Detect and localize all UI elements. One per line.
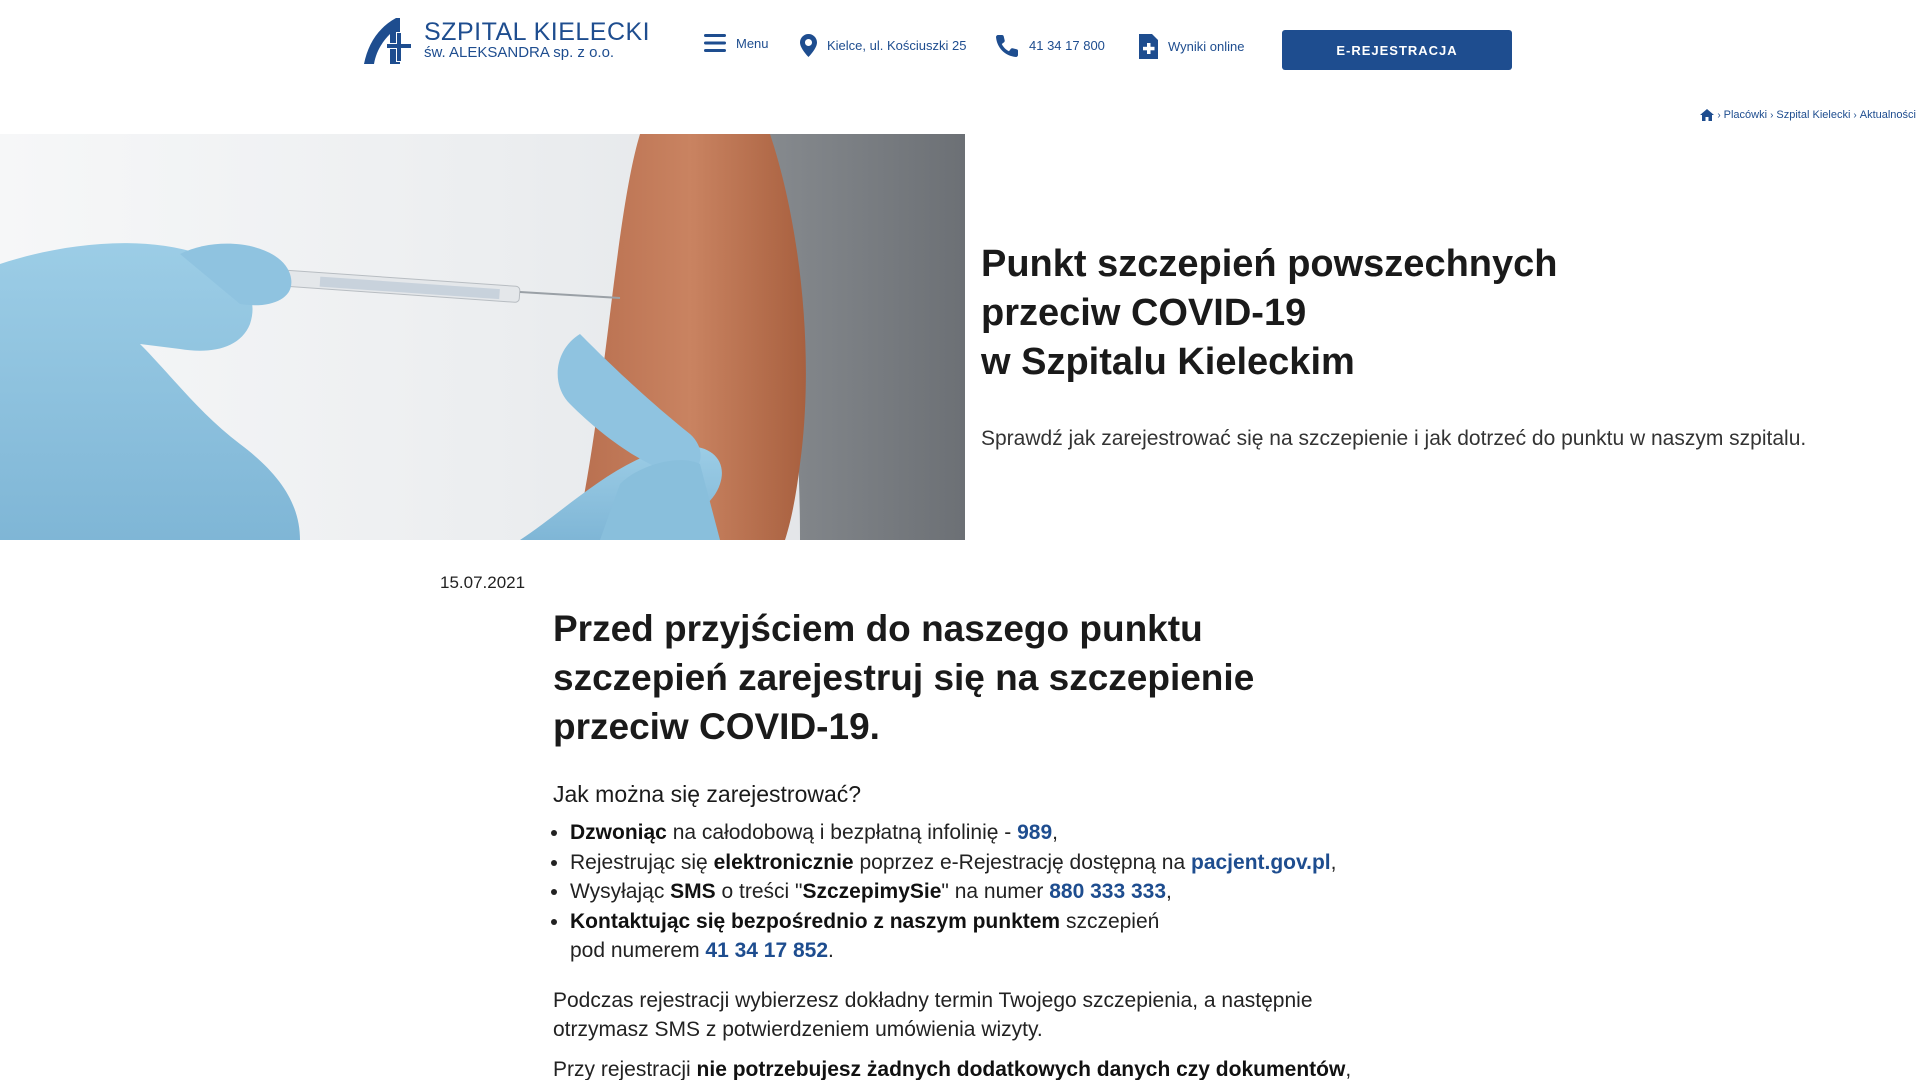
list-item-bold: SMS [670, 880, 716, 903]
list-item-text: o treści " [715, 880, 803, 903]
list-item-bold: Kontaktując się bezpośrednio z naszym punktem [570, 909, 1061, 933]
list-item-text: . [828, 939, 834, 962]
list-item-text: pod numerem [570, 939, 706, 962]
list-item-text: na całodobową i bezpłatną infolinię - [666, 821, 1018, 844]
hero-title-line: w Szpitalu Kieleckim [981, 341, 1355, 383]
phone-icon [996, 34, 1019, 57]
menu-button[interactable] [704, 34, 769, 52]
address-link[interactable] [800, 34, 966, 57]
hero-title [981, 240, 1881, 387]
article-heading-line: szczepień zarejestruj się na szczepienie [553, 657, 1255, 698]
article-body [553, 604, 1413, 1080]
logo-name: SZPITAL KIELECKI [424, 18, 651, 46]
article-heading-line: przeciw COVID-19. [553, 706, 880, 747]
article-heading [553, 604, 1413, 751]
phone-989-link[interactable]: 989 [1017, 821, 1053, 844]
list-item-text: , [1052, 821, 1058, 844]
registration-methods-list [553, 818, 1413, 966]
hamburger-icon [704, 34, 726, 52]
vaccination-point-phone-link[interactable]: 41 34 17 852 [705, 939, 829, 962]
list-item-text: " na numer [941, 880, 1050, 903]
medical-document-icon [1139, 34, 1158, 59]
sms-number-link[interactable]: 880 333 333 [1049, 880, 1167, 903]
list-item-text: szczepień [1060, 909, 1160, 933]
paragraph-line: Podczas rejestracji wybierzesz dokładny termin Twojego szczepienia, a następnie [553, 988, 1313, 1012]
breadcrumb-aktualnosci[interactable]: Aktualności [1859, 109, 1916, 121]
paragraph-text: Przy rejestracji [553, 1057, 697, 1080]
registration-paragraph [553, 986, 1413, 1044]
site-header [0, 0, 1920, 100]
hero-subtitle: Sprawdź jak zarejestrować się na szczepienie i jak dotrzeć do punktu w naszym szpitalu. [981, 427, 1807, 450]
breadcrumb [1700, 109, 1916, 121]
vaccination-illustration [0, 134, 965, 540]
paragraph-line: otrzymasz SMS z potwierdzeniem umówienia wizyty. [553, 1017, 1043, 1041]
list-item-text: Rejestrując się [570, 850, 714, 874]
home-icon[interactable] [1700, 109, 1714, 121]
map-pin-icon [800, 34, 817, 57]
list-item-bold: elektronicznie [713, 850, 854, 874]
list-item-text: Wysyłając [570, 880, 671, 903]
breadcrumb-placowki[interactable]: Placówki [1723, 109, 1768, 121]
chevron-right-icon: › [1717, 109, 1721, 121]
pacjent-gov-link[interactable]: pacjent.gov.pl [1191, 850, 1331, 874]
hospital-logo[interactable] [360, 14, 650, 66]
list-item-bold: SzczepimySie [802, 880, 942, 903]
paragraph-bold: nie potrzebujesz żadnych dodatkowych danych czy dokumentów [696, 1057, 1346, 1080]
documents-paragraph [553, 1055, 1413, 1080]
hero-image [0, 134, 965, 540]
list-item [570, 907, 1413, 966]
list-item-text: , [1330, 850, 1337, 874]
list-item-text: poprzez e-Rejestrację dostępną na [853, 850, 1191, 874]
paragraph-text: , [1345, 1057, 1352, 1080]
list-item-bold: Dzwoniąc [570, 821, 667, 844]
list-item-text: , [1166, 880, 1172, 903]
logo-subtitle: św. ALEKSANDRA sp. z o.o. [424, 44, 615, 62]
address-label: Kielce, ul. Kościuszki 25 [827, 38, 967, 53]
article-heading-line: Przed przyjściem do naszego punktu [553, 608, 1203, 649]
article-date: 15.07.2021 [440, 573, 526, 592]
hero-title-line: przeciw COVID-19 [981, 292, 1307, 334]
e-registration-button[interactable]: E-REJESTRACJA [1282, 30, 1512, 70]
hero-title-line: Punkt szczepień powszechnych [981, 243, 1558, 285]
phone-label: 41 34 17 800 [1029, 38, 1105, 53]
menu-label: Menu [736, 35, 769, 51]
list-item [570, 877, 1413, 907]
chevron-right-icon: › [1853, 109, 1857, 121]
registration-question: Jak można się zarejestrować? [553, 781, 862, 807]
list-item [570, 848, 1413, 878]
list-item [570, 818, 1413, 848]
hero-text-block [981, 240, 1881, 451]
breadcrumb-szpital-kielecki[interactable]: Szpital Kielecki [1776, 109, 1851, 121]
results-online-link[interactable] [1139, 34, 1244, 59]
results-label: Wyniki online [1168, 39, 1245, 54]
logo-icon [360, 14, 418, 66]
chevron-right-icon: › [1770, 109, 1774, 121]
phone-link[interactable] [996, 34, 1105, 57]
